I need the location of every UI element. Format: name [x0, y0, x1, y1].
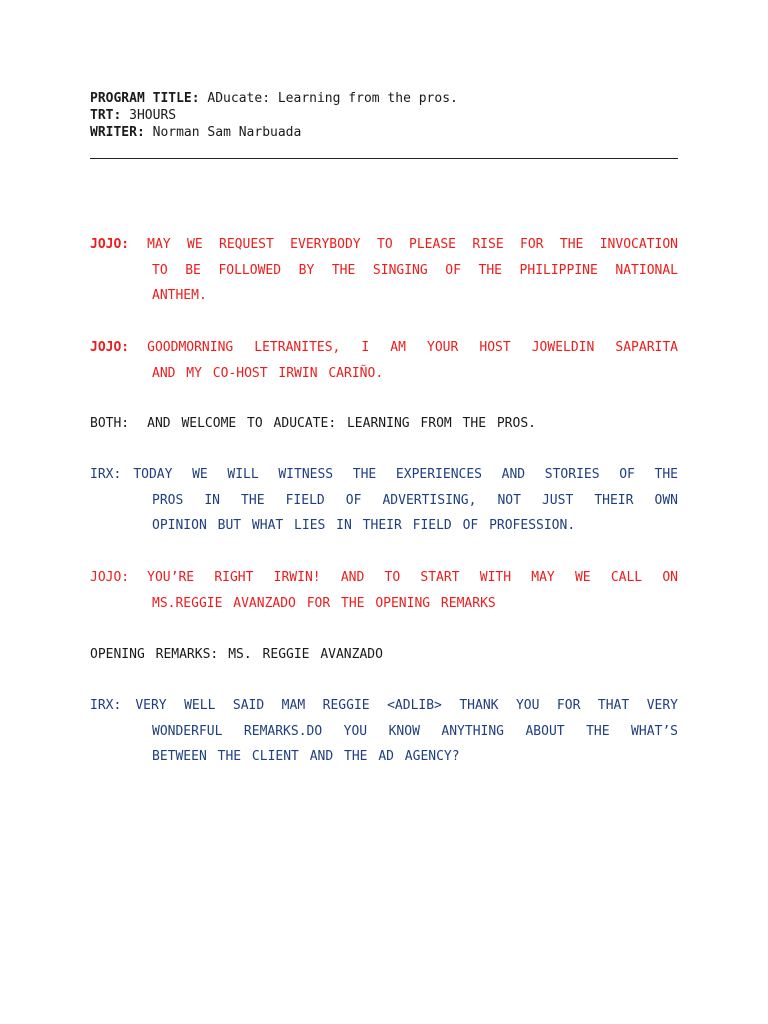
speaker-label: JOJO:: [90, 340, 130, 355]
program-title-line: PROGRAM TITLE: ADucate: Learning from the pros.: [90, 91, 458, 106]
header-divider: [90, 158, 678, 159]
trt-key: TRT: [90, 108, 114, 123]
dialogue-line: MS. REGGIE AVANZADO: [228, 647, 383, 662]
dialogue-line: YOU’RE RIGHT IRWIN! AND TO START WITH MAY WE CALL ON: [147, 570, 678, 585]
dialogue-line: OPINION BUT WHAT LIES IN THEIR FIELD OF PROFESSION.: [152, 518, 576, 534]
writer-key: WRITER: [90, 125, 137, 140]
dialogue-line: TODAY WE WILL WITNESS THE EXPERIENCES AND STORIES OF THE: [133, 467, 678, 482]
document-header: [90, 90, 458, 141]
dialogue-line: MS.REGGIE AVANZADO FOR THE OPENING REMARKS: [152, 595, 496, 611]
speaker-label: IRX:: [90, 467, 122, 482]
dialogue-line: WONDERFUL REMARKS.DO YOU KNOW ANYTHING ABOUT THE WHAT’S: [152, 723, 678, 739]
speaker-label: OPENING REMARKS:: [90, 647, 219, 662]
script-block-jojo-right: [90, 565, 678, 616]
writer-line: WRITER: Norman Sam Narbuada: [90, 125, 302, 140]
writer-value: Norman Sam Narbuada: [152, 125, 302, 140]
dialogue-line: BETWEEN THE CLIENT AND THE AD AGENCY?: [152, 749, 460, 765]
script-block-both-welcome: [90, 411, 678, 437]
speaker-label: BOTH:: [90, 416, 130, 431]
script-block-opening-remarks: [90, 642, 678, 668]
script-block-irx-very-well: [90, 693, 678, 770]
dialogue-line: ANTHEM.: [152, 288, 207, 304]
program-title-value: ADucate: Learning from the pros.: [207, 91, 458, 106]
program-title-key: PROGRAM TITLE: [90, 91, 192, 106]
speaker-label: IRX:: [90, 698, 122, 713]
dialogue-line: AND MY CO-HOST IRWIN CARIÑO.: [152, 365, 384, 381]
dialogue-line: PROS IN THE FIELD OF ADVERTISING, NOT JUST THEIR OWN: [152, 492, 678, 508]
trt-line: TRT: 3HOURS: [90, 108, 177, 123]
script-block-irx-today: [90, 462, 678, 539]
speaker-label: JOJO:: [90, 570, 130, 585]
speaker-label: JOJO:: [90, 237, 130, 252]
script-block-jojo-greeting: [90, 335, 678, 386]
dialogue-line: MAY WE REQUEST EVERYBODY TO PLEASE RISE FOR THE INVOCATION: [147, 237, 678, 252]
dialogue-line: GOODMORNING LETRANITES, I AM YOUR HOST JOWELDIN SAPARITA: [147, 340, 678, 355]
dialogue-line: TO BE FOLLOWED BY THE SINGING OF THE PHILIPPINE NATIONAL: [152, 262, 678, 278]
script-block-jojo-invocation: [90, 232, 678, 309]
dialogue-line: AND WELCOME TO ADUCATE: LEARNING FROM THE PROS.: [147, 416, 536, 431]
dialogue-line: VERY WELL SAID MAM REGGIE <ADLIB> THANK YOU FOR THAT VERY: [135, 698, 678, 713]
trt-value: 3HOURS: [129, 108, 177, 123]
